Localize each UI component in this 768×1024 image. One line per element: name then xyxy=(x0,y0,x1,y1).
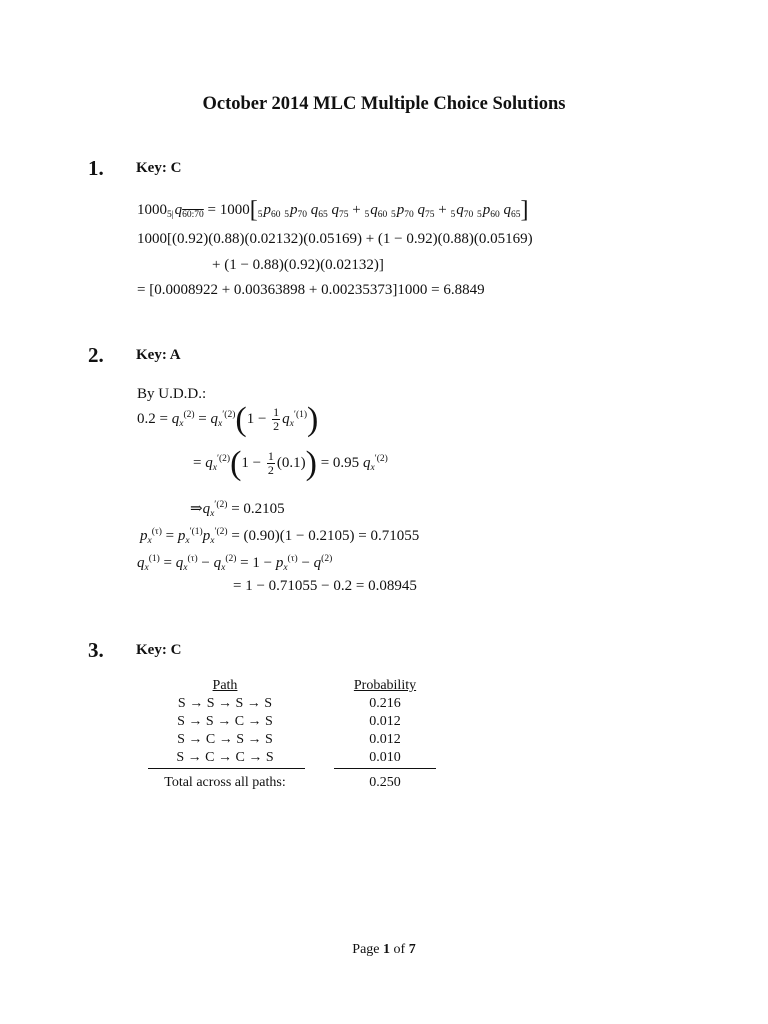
table-header-probability: Probability xyxy=(353,678,417,693)
question-2-key: Key: A xyxy=(136,347,181,363)
question-2-line-4: $\Rightarrow q_x^{'(2)} = 0.2105$ xyxy=(190,500,285,519)
question-1-line-3: + (1 − 0.88)(0.92)(0.02132)] xyxy=(212,257,384,273)
table-row-1-path: S → S → S → S xyxy=(177,696,273,711)
page-title: October 2014 MLC Multiple Choice Solutions xyxy=(202,94,566,114)
table-total-label: Total across all paths: xyxy=(164,775,286,790)
table-row-3-path: S → C → S → S xyxy=(177,732,273,747)
table-total-value: 0.250 xyxy=(369,775,401,790)
page-footer xyxy=(0,942,768,958)
table-row-1-probability: 0.216 xyxy=(369,696,401,711)
question-2-line-2: $0.2 = q_x^{(2)} = q_x^{'(2)}(1$ − $\frac{1}{2}$ $q_x^{'(1)}$) xyxy=(137,401,319,438)
footer-total-pages: 7 xyxy=(408,942,416,957)
footer-current-page: 1 xyxy=(383,942,391,957)
question-1-number: 1. xyxy=(88,156,104,180)
question-1-line-4: = [0.0008922 + 0.00363898 + 0.00235373]1000 = 6.8849 xyxy=(137,282,485,298)
question-1-line-2: 1000[(0.92)(0.88)(0.02132)(0.05169) + (1 − 0.92)(0.88)(0.05169) xyxy=(137,231,533,247)
table-row-3-probability: 0.012 xyxy=(369,732,401,747)
question-2-line-1: By U.D.D.: xyxy=(137,386,207,402)
question-1-key: Key: C xyxy=(136,160,182,176)
table-rule-probability xyxy=(334,768,436,769)
table-row-2-path: S → S → C → S xyxy=(177,714,273,729)
table-row-4-path: S → C → C → S xyxy=(176,750,274,765)
footer-prefix: Page xyxy=(352,942,384,957)
question-2-number: 2. xyxy=(88,343,104,367)
table-header-path: Path xyxy=(212,678,238,693)
question-3-number: 3. xyxy=(88,638,104,662)
footer-middle: of xyxy=(390,942,409,957)
question-2-line-5: $p_x^{(\tau)} = p_x^{'(1)}p_x^{'(2)} = (0.90)(1 - 0.2105) = 0.71055$ xyxy=(140,527,420,546)
question-2-line-7: = 1 − 0.71055 − 0.2 = 0.08945 xyxy=(233,578,417,594)
table-row-2-probability: 0.012 xyxy=(369,714,401,729)
question-2-line-3: = $q_x^{'(2)}(1$ − $\frac{1}{2}$ (0.1)) = 0.95 $q_x^{'(2)}$ xyxy=(193,445,388,482)
question-2-line-6: $q_x^{(1)} = q_x^{(\tau)} - q_x^{(2)} = 1 - p_x^{(\tau)} - q^{(2)}$ xyxy=(137,554,333,573)
table-row-4-probability: 0.010 xyxy=(369,750,401,765)
table-rule-path xyxy=(148,768,305,769)
question-1-line-1: $1000_{5|}q_{60:70} = 1000[_5p_{60}$ $_5p_{70}$ $q_{65}$ $q_{75} + _5q_{60}$ $_5p_{70}$ $q_{75} + _5q_{70}$ $_5p_{60}$ $q_{65}$] xyxy=(137,197,529,223)
question-3-key: Key: C xyxy=(136,642,182,658)
